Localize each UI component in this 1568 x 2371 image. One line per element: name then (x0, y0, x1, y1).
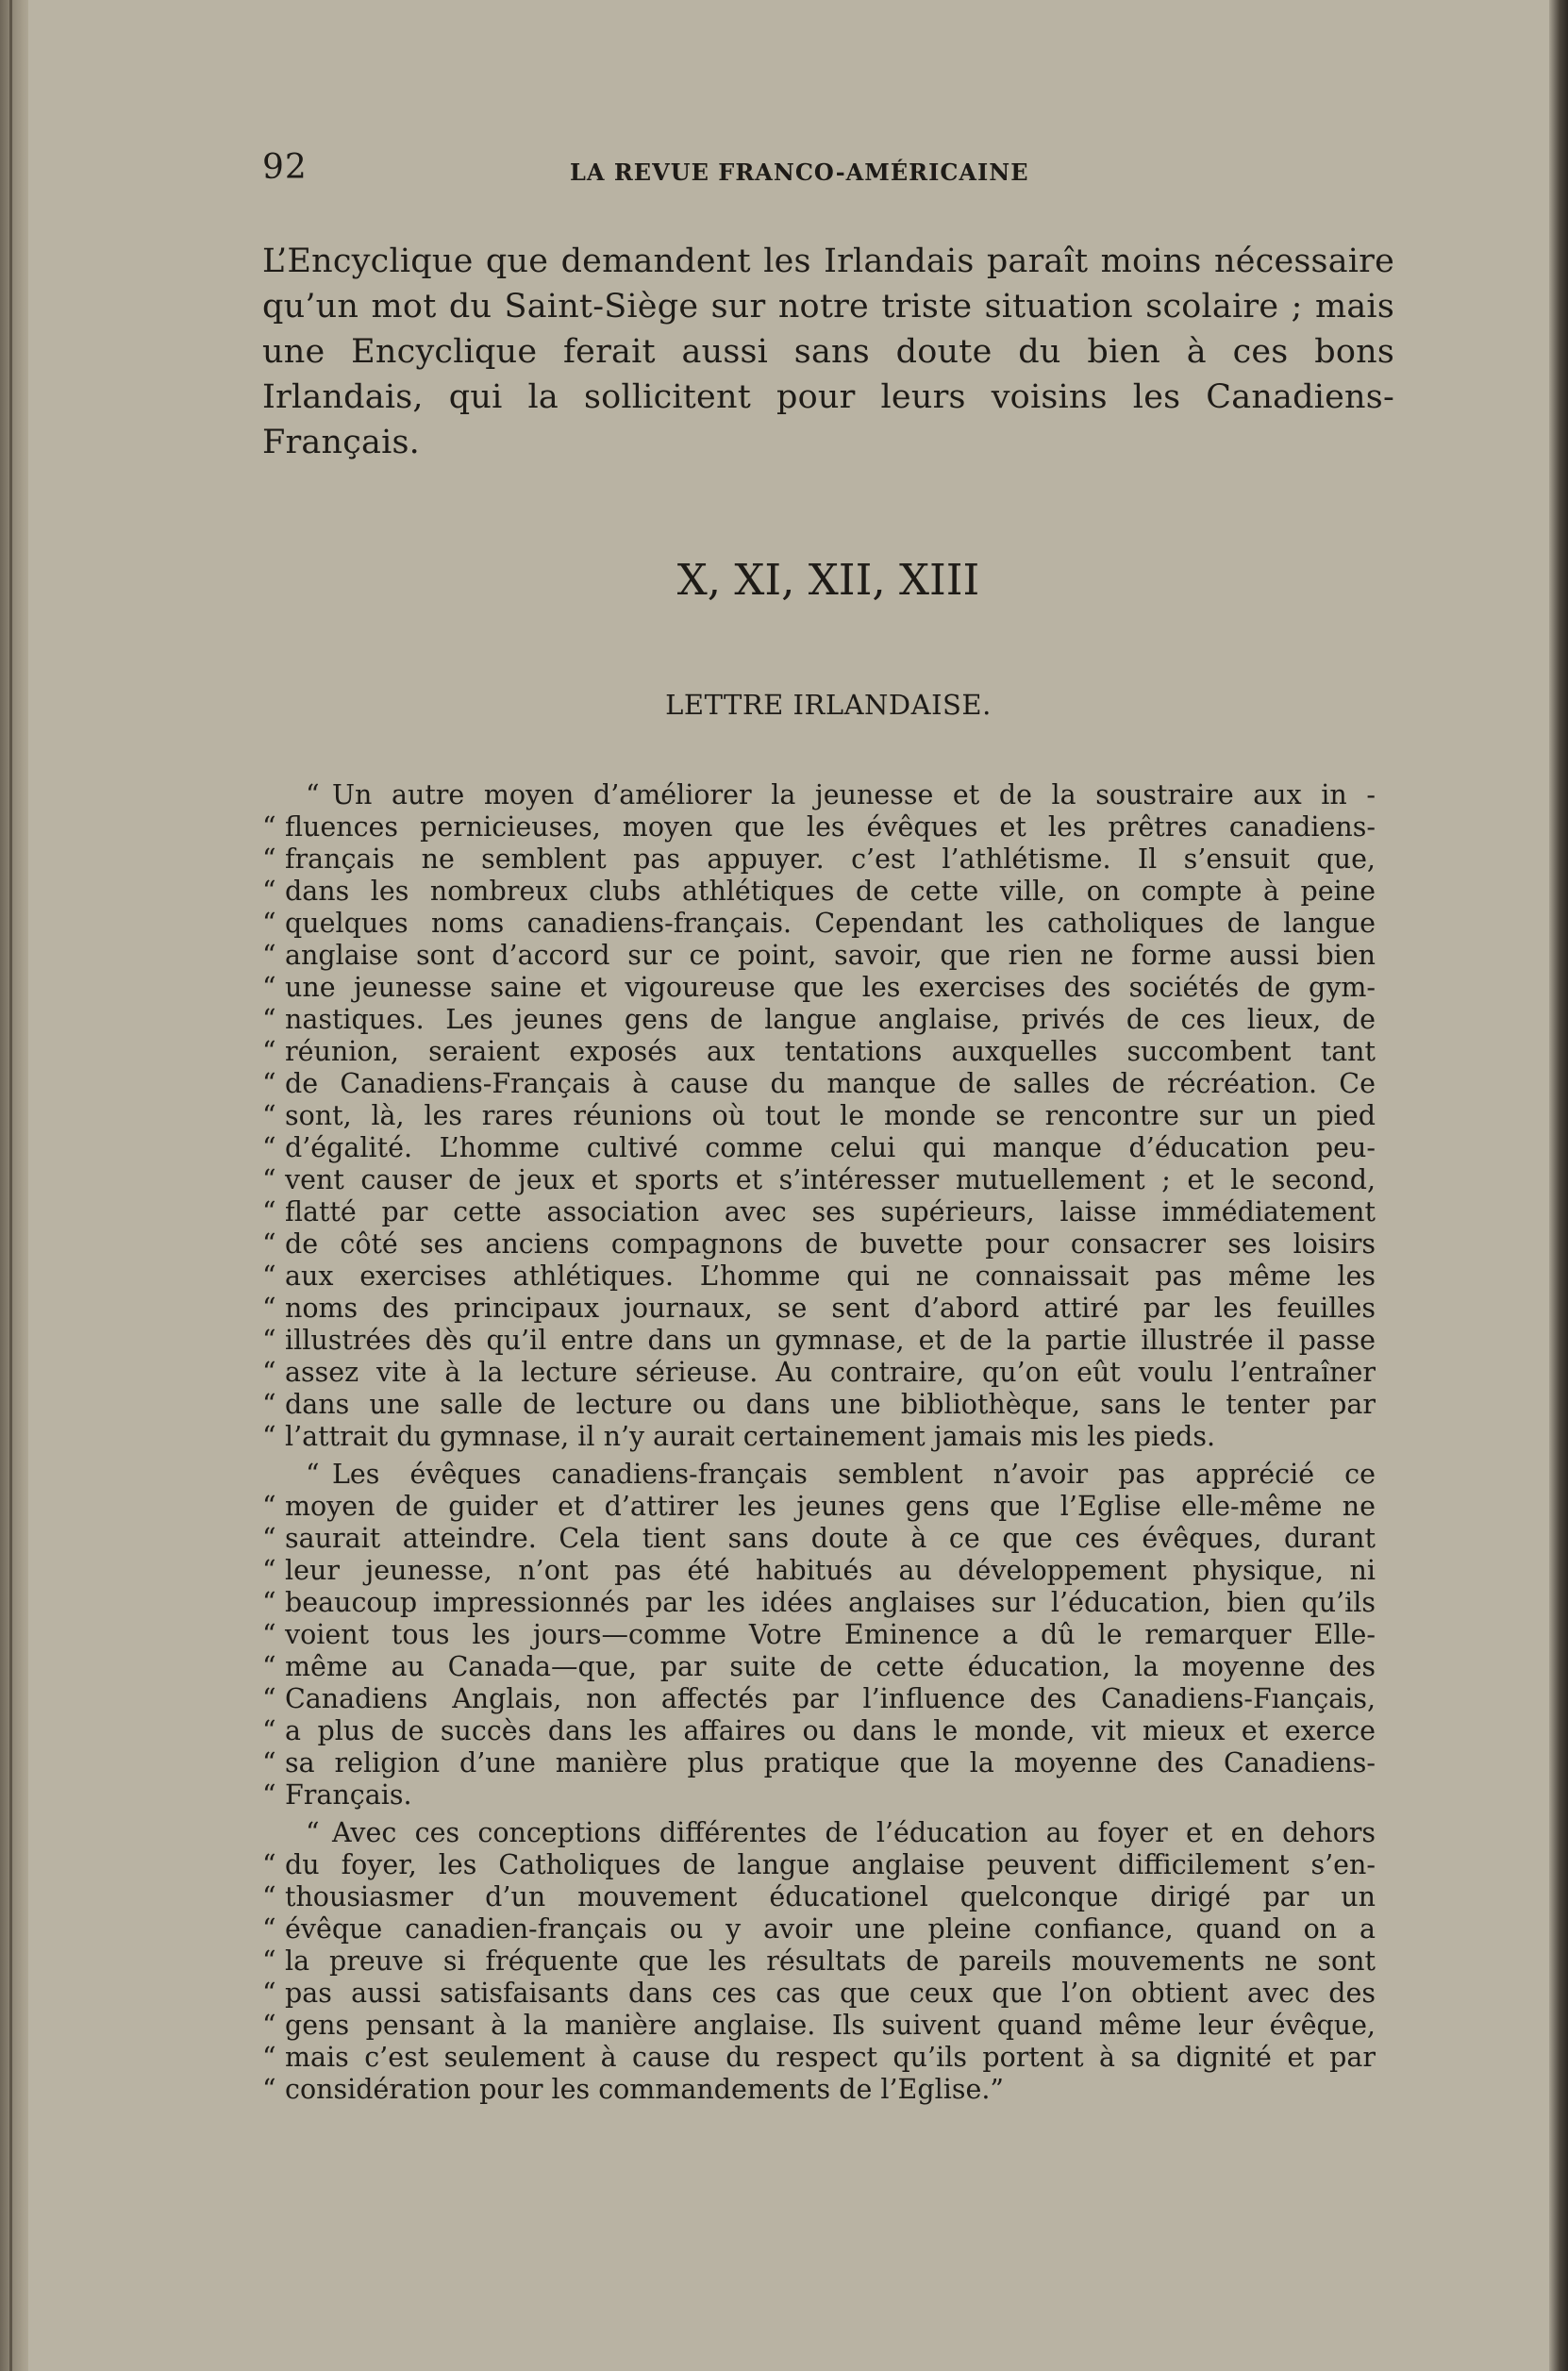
letter-line-text: moyen de guider et d’attirer les jeunes gens que l’Eglise elle-même ne (285, 1491, 1376, 1522)
letter-line-text: l’attrait du gymnase, il n’y aurait certainement jamais mis les pieds. (285, 1421, 1216, 1452)
letter-line (262, 1715, 1376, 1747)
letter-line (262, 1651, 1376, 1683)
letter-line (262, 1164, 1376, 1196)
quote-mark: “ (262, 1196, 276, 1227)
quote-mark: “ (262, 811, 276, 843)
letter-line-text: vent causer de jeux et sports et s’intéresser mutuellement ; et le second, (285, 1164, 1376, 1195)
quote-mark: “ (262, 1261, 276, 1292)
quote-mark: “ (262, 1068, 276, 1099)
quote-mark: “ (262, 1100, 276, 1131)
letter-line (262, 2010, 1376, 2042)
letter-line-text: gens pensant à la manière anglaise. Ils suivent quand même leur évêque, (285, 2010, 1376, 2041)
letter-line-text: Français. (285, 1779, 412, 1811)
letter-line (262, 1357, 1376, 1389)
quote-mark: “ (262, 1004, 276, 1035)
intro-paragraph: L’Encyclique que demandent les Irlandais paraît moins nécessaire qu’un mot du Saint-Siège sur notre triste situation scolaire ; mais une Encyclique ferait aussi sans doute du bien à ces bons Irlandais, qui la sollicitent pour leurs voisins les Canadiens-Français. (262, 242, 1394, 461)
letter-line-text: saurait atteindre. Cela tient sans doute à ce que ces évêques, durant (285, 1523, 1376, 1554)
letter-line-text: sa religion d’une manière plus pratique que la moyenne des Canadiens- (285, 1747, 1376, 1778)
letter-line (262, 1132, 1376, 1164)
letter-line-text: beaucoup impressionnés par les idées anglaises sur l’éducation, bien qu’ils (285, 1587, 1376, 1618)
letter-line-text: aux exercises athlétiques. L’homme qui ne connaissait pas même les (285, 1261, 1376, 1292)
letter-line (262, 2074, 1376, 2106)
letter-line (262, 1100, 1376, 1132)
letter-line-text: Les évêques canadiens-français semblent n’avoir pas apprécié ce (332, 1459, 1376, 1490)
letter-line-text: réunion, seraient exposés aux tentations auxquelles succombent tant (285, 1036, 1376, 1067)
letter-line (262, 1036, 1376, 1068)
quote-mark: “ (262, 1651, 276, 1682)
quote-mark: “ (262, 1555, 276, 1586)
letter-line (262, 1293, 1376, 1325)
section-number: X, XI, XII, XIII (676, 555, 980, 605)
letter-line (262, 1389, 1376, 1421)
letter-line-text: nastiques. Les jeunes gens de langue anglaise, privés de ces lieux, de (285, 1004, 1376, 1035)
letter-line-text: Avec ces conceptions différentes de l’éducation au foyer et en dehors (332, 1817, 1376, 1848)
quote-mark: “ (262, 1881, 276, 1912)
letter-line (262, 940, 1376, 972)
letter-line-text: de Canadiens-Français à cause du manque de salles de récréation. Ce (285, 1068, 1376, 1099)
quote-mark: “ (262, 1228, 276, 1260)
quote-mark: “ (262, 1715, 276, 1746)
letter-line-text: voient tous les jours—comme Votre Eminence a dû le remarquer Elle- (285, 1619, 1376, 1650)
letter-line (262, 876, 1376, 908)
letter-line (262, 1523, 1376, 1555)
letter-line-text: a plus de succès dans les affaires ou dans le monde, vit mieux et exerce (285, 1715, 1376, 1746)
letter-line-text: leur jeunesse, n’ont pas été habitués au développement physique, ni (285, 1555, 1376, 1586)
letter-line-text: même au Canada—que, par suite de cette éducation, la moyenne des (285, 1651, 1376, 1682)
letter-line-text: évêque canadien-français ou y avoir une pleine confiance, quand on a (285, 1913, 1376, 1945)
quote-mark: “ (262, 2042, 276, 2073)
quote-mark: “ (262, 972, 276, 1003)
letter-line-text: noms des principaux journaux, se sent d’abord attiré par les feuilles (285, 1293, 1376, 1324)
letter-line-text: une jeunesse saine et vigoureuse que les exercises des sociétés de gym- (285, 972, 1376, 1003)
letter-line-text: thousiasmer d’un mouvement éducationel quelconque dirigé par un (285, 1881, 1376, 1912)
letter-line-text: Un autre moyen d’améliorer la jeunesse et de la soustraire aux in - (332, 779, 1376, 810)
letter-paragraph (262, 1459, 1376, 1812)
letter-line-text: dans les nombreux clubs athlétiques de cette ville, on compte à peine (285, 876, 1376, 907)
letter-line (262, 2042, 1376, 2074)
quote-mark: “ (262, 1779, 276, 1811)
letter-line (262, 779, 1376, 811)
quote-mark: “ (306, 779, 320, 810)
letter-line (262, 1004, 1376, 1036)
letter-line (262, 1945, 1376, 1978)
letter-line (262, 811, 1376, 843)
letter-line-text: dans une salle de lecture ou dans une bibliothèque, sans le tenter par (285, 1389, 1376, 1420)
letter-line-text: pas aussi satisfaisants dans ces cas que ceux que l’on obtient avec des (285, 1978, 1376, 2009)
letter-line (262, 1261, 1376, 1293)
quote-mark: “ (262, 1945, 276, 1977)
letter-line (262, 1619, 1376, 1651)
journal-title: LA REVUE FRANCO-AMÉRICAINE (570, 159, 1029, 186)
quote-mark: “ (262, 2010, 276, 2041)
letter-line-text: fluences pernicieuses, moyen que les évêques et les prêtres canadiens- (285, 811, 1376, 843)
quote-mark: “ (262, 908, 276, 939)
page-number: 92 (262, 148, 308, 187)
quote-mark: “ (262, 1325, 276, 1356)
letter-line (262, 1068, 1376, 1100)
letter-paragraph (262, 1817, 1376, 2106)
quote-mark: “ (262, 2074, 276, 2105)
letter-line-text: anglaise sont d’accord sur ce point, savoir, que rien ne forme aussi bien (285, 940, 1376, 971)
book-spine-edge (0, 0, 32, 2371)
quote-mark: “ (262, 1849, 276, 1880)
letter-line-text: illustrées dès qu’il entre dans un gymnase, et de la partie illustrée il passe (285, 1325, 1376, 1356)
quote-mark: “ (262, 1587, 276, 1618)
quote-mark: “ (262, 1913, 276, 1945)
quote-mark: “ (262, 1036, 276, 1067)
quote-mark: “ (262, 876, 276, 907)
letter-line-text: la preuve si fréquente que les résultats de pareils mouvements ne sont (285, 1945, 1376, 1977)
quote-mark: “ (262, 1491, 276, 1522)
letter-line (262, 1779, 1376, 1812)
letter-line (262, 1459, 1376, 1491)
letter-line-text: mais c’est seulement à cause du respect qu’ils portent à sa dignité et par (285, 2042, 1376, 2073)
section-title: LETTRE IRLANDAISE. (665, 689, 992, 721)
quote-mark: “ (306, 1817, 320, 1848)
letter-line (262, 843, 1376, 876)
quote-mark: “ (262, 1421, 276, 1452)
spine-binding-line (9, 0, 12, 2371)
quote-mark: “ (262, 1619, 276, 1650)
letter-line (262, 1683, 1376, 1715)
letter-line-text: considération pour les commandements de l’Eglise.” (285, 2074, 1004, 2105)
letter-line-text: d’égalité. L’homme cultivé comme celui qui manque d’éducation peu- (285, 1132, 1376, 1163)
letter-line-text: quelques noms canadiens-français. Cependant les catholiques de langue (285, 908, 1376, 939)
letter-paragraph (262, 779, 1376, 1453)
quote-mark: “ (262, 1132, 276, 1163)
letter-line (262, 1817, 1376, 1849)
quote-mark: “ (262, 940, 276, 971)
quote-mark: “ (262, 1978, 276, 2009)
letter-line-text: assez vite à la lecture sérieuse. Au contraire, qu’on eût voulu l’entraîner (285, 1357, 1376, 1388)
quote-mark: “ (262, 1683, 276, 1714)
book-right-edge (1547, 0, 1568, 2371)
quote-mark: “ (262, 843, 276, 875)
running-head (262, 149, 1394, 196)
letter-line-text: de côté ses anciens compagnons de buvette pour consacrer ses loisirs (285, 1228, 1376, 1260)
letter-body (262, 779, 1376, 2112)
letter-line (262, 1978, 1376, 2010)
letter-line-text: sont, là, les rares réunions où tout le monde se rencontre sur un pied (285, 1100, 1376, 1131)
letter-line (262, 1491, 1376, 1523)
letter-line (262, 1747, 1376, 1779)
letter-line (262, 1555, 1376, 1587)
letter-line (262, 1587, 1376, 1619)
letter-line-text: du foyer, les Catholiques de langue anglaise peuvent difficilement s’en- (285, 1849, 1376, 1880)
letter-line-text: Canadiens Anglais, non affectés par l’influence des Canadiens-Fıançais, (285, 1683, 1376, 1714)
quote-mark: “ (262, 1357, 276, 1388)
letter-line (262, 972, 1376, 1004)
quote-mark: “ (262, 1389, 276, 1420)
letter-line (262, 1913, 1376, 1945)
letter-line (262, 1196, 1376, 1228)
letter-line-text: flatté par cette association avec ses supérieurs, laisse immédiatement (285, 1196, 1376, 1227)
quote-mark: “ (262, 1293, 276, 1324)
letter-line (262, 908, 1376, 940)
letter-line-text: français ne semblent pas appuyer. c’est l’athlétisme. Il s’ensuit que, (285, 843, 1376, 875)
quote-mark: “ (262, 1523, 276, 1554)
quote-mark: “ (262, 1164, 276, 1195)
letter-line (262, 1421, 1376, 1453)
letter-line (262, 1325, 1376, 1357)
quote-mark: “ (262, 1747, 276, 1778)
quote-mark: “ (306, 1459, 320, 1490)
letter-line (262, 1881, 1376, 1913)
letter-line (262, 1228, 1376, 1261)
letter-line (262, 1849, 1376, 1881)
